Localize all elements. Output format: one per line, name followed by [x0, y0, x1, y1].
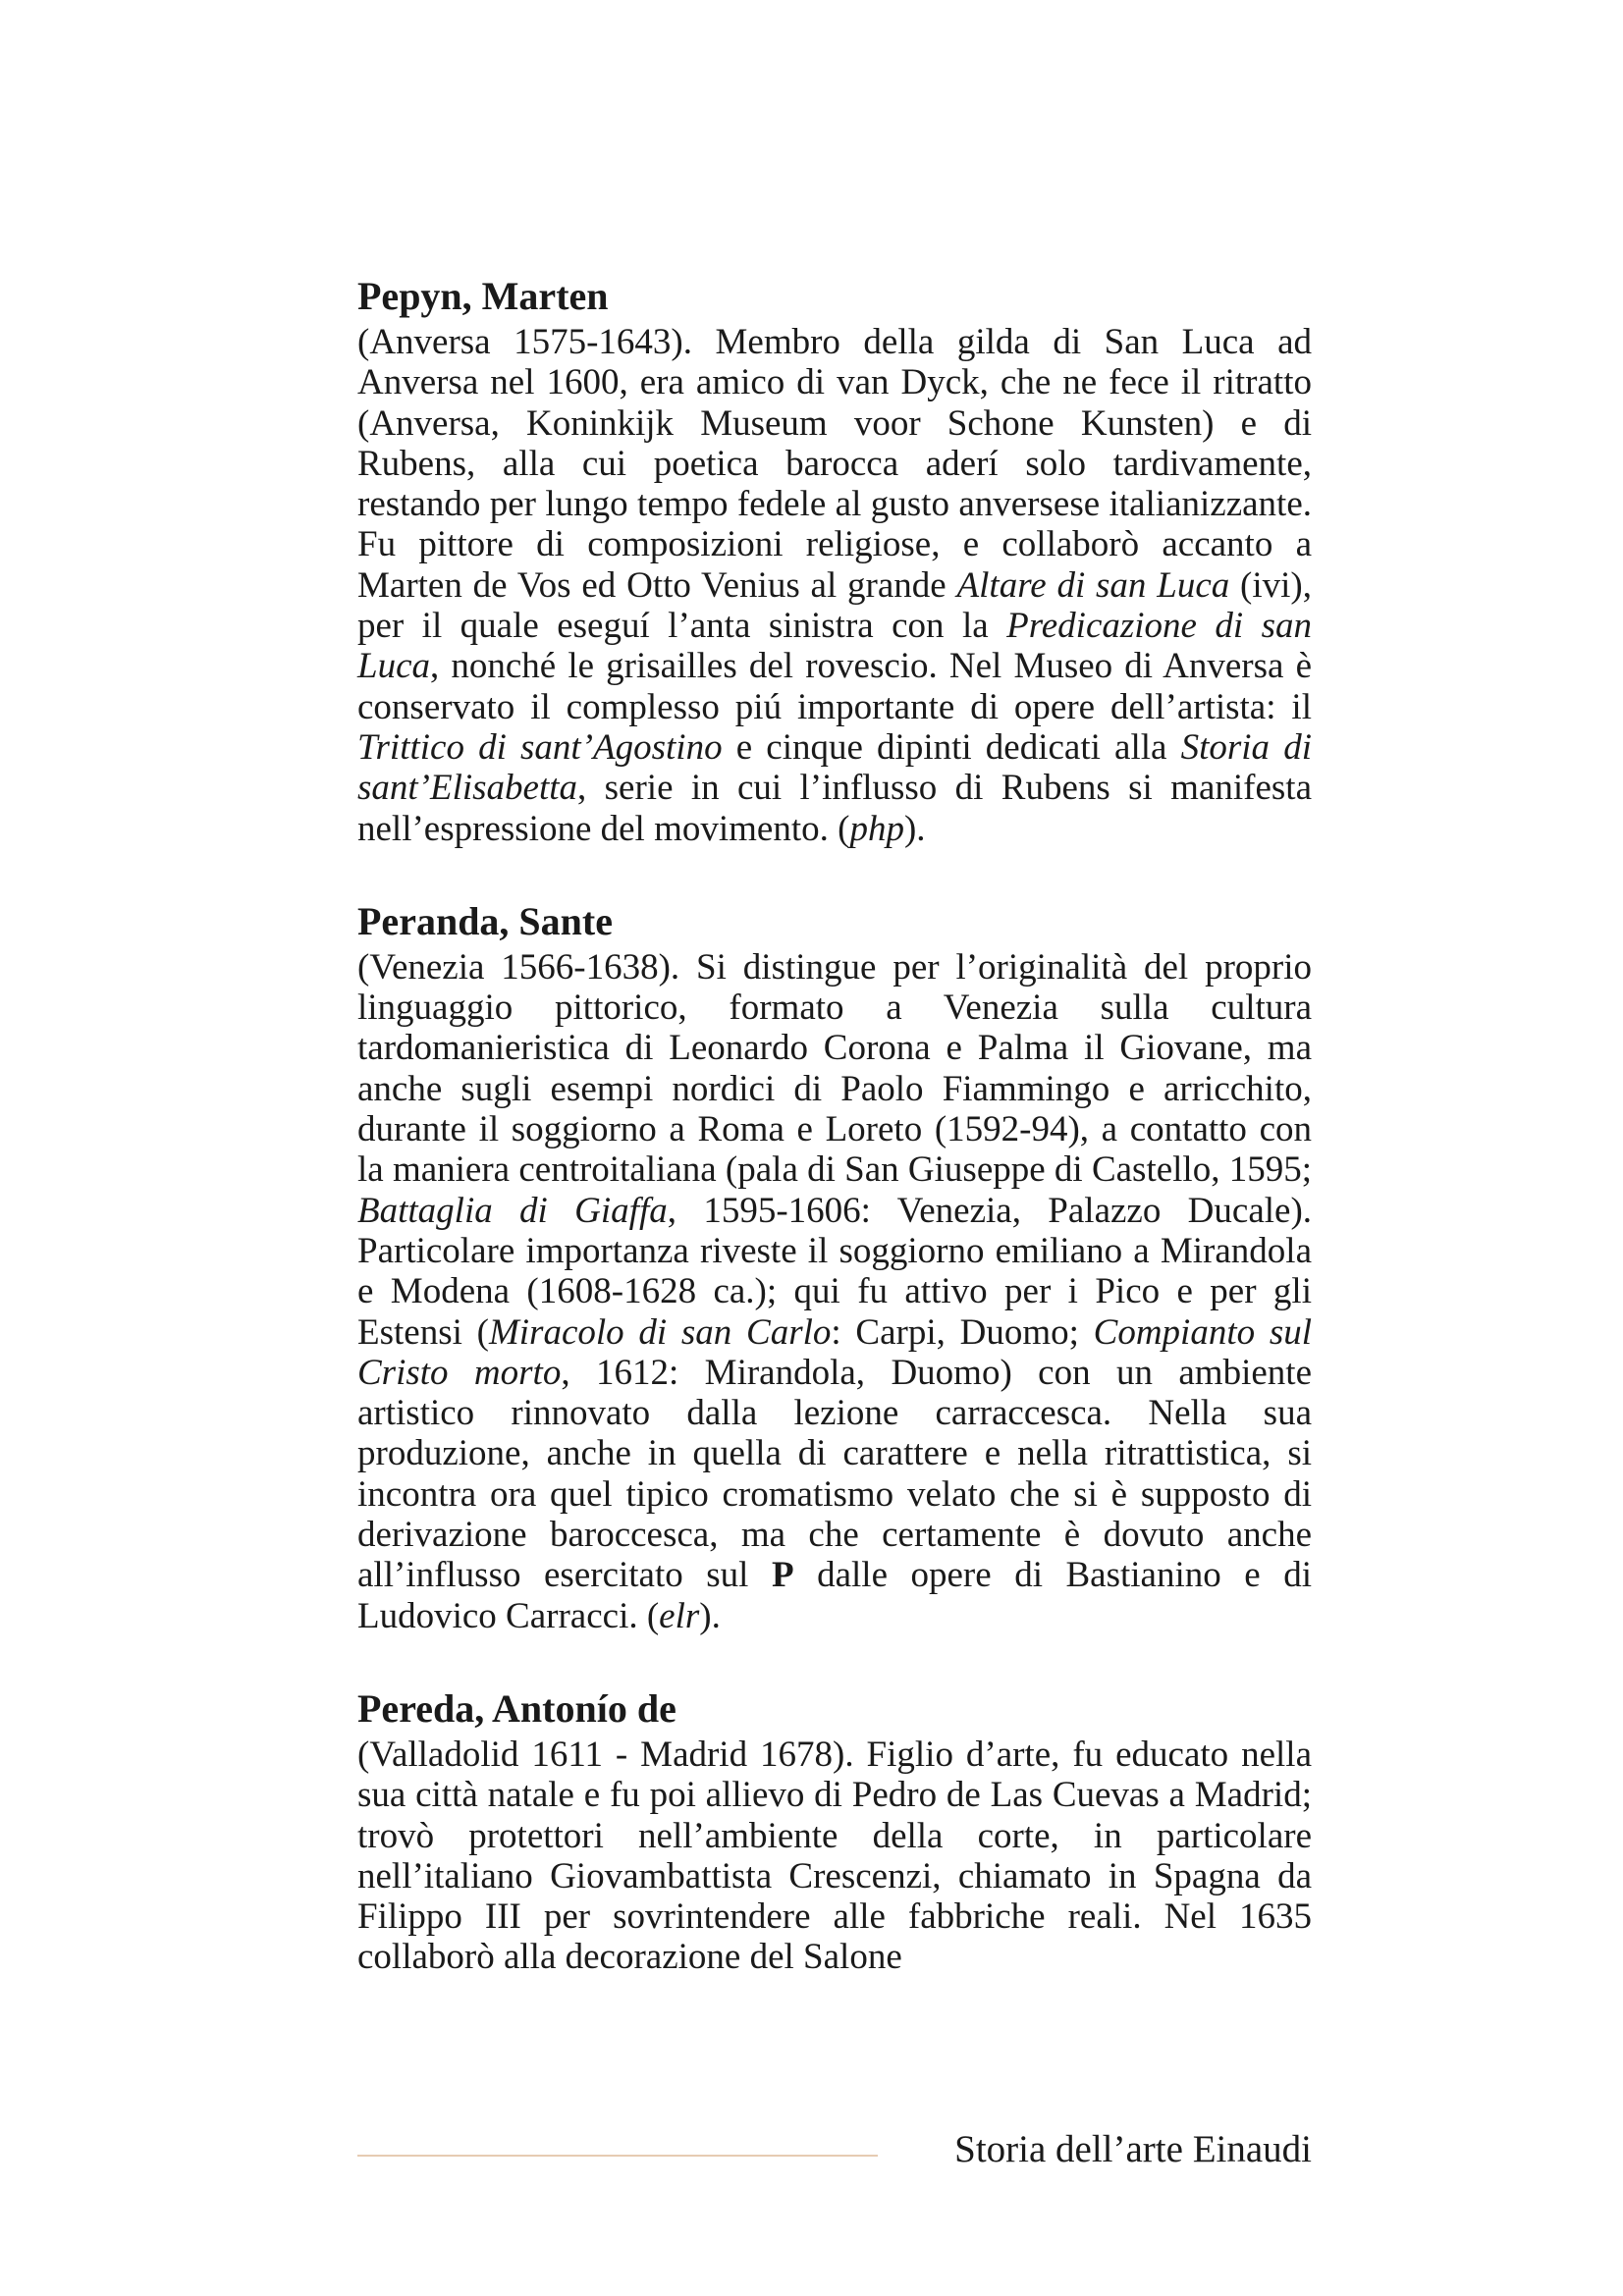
page-footer: [357, 2120, 1312, 2179]
entry-text: [357, 1735, 1312, 1978]
text-segment: , nonché le grisailles del rovescio. Nel Museo di Anversa è conservato il complesso piú importante di opere dell’artista: il: [357, 646, 1312, 727]
text-segment: (Valladolid 1611 - Madrid 1678). Figlio d’arte, fu educato nella sua città natale e fu poi allievo di Pedro de Las Cuevas a Madrid; trovò protettori nell’ambiente della corte, in particolare nell’italiano Giovambattista Crescenzi, chiamato in Spagna da Filippo III per sovrintendere alle fabbriche reali. Nel 1635 collaborò alla decorazione del Salone: [357, 1734, 1312, 1978]
text-segment: (Anversa 1575-1643). Membro della gilda di San Luca ad Anversa nel 1600, era amico di van Dyck, che ne fece il ritratto (Anversa, Koninkijk Museum voor Schone Kunsten) e di Rubens, alla cui poetica barocca aderí solo tardivamente, restando per lungo tempo fedele al gusto anversese italianizzante. Fu pittore di composizioni religiose, e collaborò accanto a Marten de Vos ed Otto Venius al grande: [357, 322, 1312, 606]
entry-pepyn: [357, 273, 1312, 849]
entry-heading: Pereda, Antonío de: [357, 1685, 676, 1731]
artwork-title: Miracolo di san Carlo: [488, 1311, 832, 1353]
artwork-title: Compianto sul Cristo morto: [357, 1311, 1313, 1393]
footer-divider: [357, 2155, 878, 2157]
text-segment: ).: [699, 1595, 721, 1636]
text-segment: ).: [903, 808, 926, 849]
page-body: [357, 273, 1312, 2027]
artwork-title: Predicazione di san Luca: [357, 606, 1312, 687]
entry-text: [357, 947, 1312, 1636]
entry-heading: Peranda, Sante: [357, 898, 613, 943]
entry-heading: Pepyn, Marten: [357, 274, 609, 318]
text-segment: , 1612: Mirandola, Duomo) con un ambiente artistico rinnovato dalla lezione carraccesca. Nella sua produzione, anche in quella di carattere e nella ritrattistica, si incontra ora quel tipico cromatismo velato che si è supposto di derivazione baroccesca, ma che certamente è dovuto anche all’influsso esercitato sul: [357, 1352, 1312, 1596]
entry-pereda: [357, 1685, 1312, 1978]
artwork-title: Battaglia di Giaffa: [357, 1190, 668, 1231]
entry-peranda: [357, 898, 1312, 1636]
subject-abbreviation: P: [771, 1555, 794, 1596]
entry-text: [357, 322, 1312, 849]
text-segment: e cinque dipinti dedicati alla: [722, 726, 1181, 768]
artwork-title: Storia di sant’Elisabetta: [357, 726, 1312, 809]
text-segment: , serie in cui l’influsso di Rubens si manifesta nell’espressione del movimento. (: [357, 768, 1312, 849]
text-segment: : Carpi, Duomo;: [831, 1311, 1094, 1353]
text-segment: (Venezia 1566-1638). Si distingue per l’originalità del proprio linguaggio pittorico, formato a Venezia sulla cultura tardomanieristica di Leonardo Corona e Palma il Giovane, ma anche sugli esempi nordici di Paolo Fiammingo e arricchito, durante il soggiorno a Roma e Loreto (1592-94), a contatto con la maniera centroitaliana (pala di San Giuseppe di Castello, 1595;: [357, 946, 1312, 1191]
artwork-title: Altare di san Luca: [956, 564, 1230, 606]
author-initials: elr: [659, 1595, 700, 1636]
author-initials: php: [849, 808, 904, 849]
footer-title: Storia dell’arte Einaudi: [954, 2128, 1312, 2170]
artwork-title: Trittico di sant’Agostino: [357, 726, 723, 768]
text-segment: (ivi), per il quale eseguí l’anta sinistra con la: [357, 564, 1313, 647]
text-segment: , 1595-1606: Venezia, Palazzo Ducale). Particolare importanza riveste il soggiorno emiliano a Mirandola e Modena (1608-1628 ca.); qui fu attivo per i Pico e per gli Estensi (: [357, 1190, 1313, 1353]
text-segment: dalle opere di Bastianino e di Ludovico Carracci. (: [357, 1555, 1312, 1636]
